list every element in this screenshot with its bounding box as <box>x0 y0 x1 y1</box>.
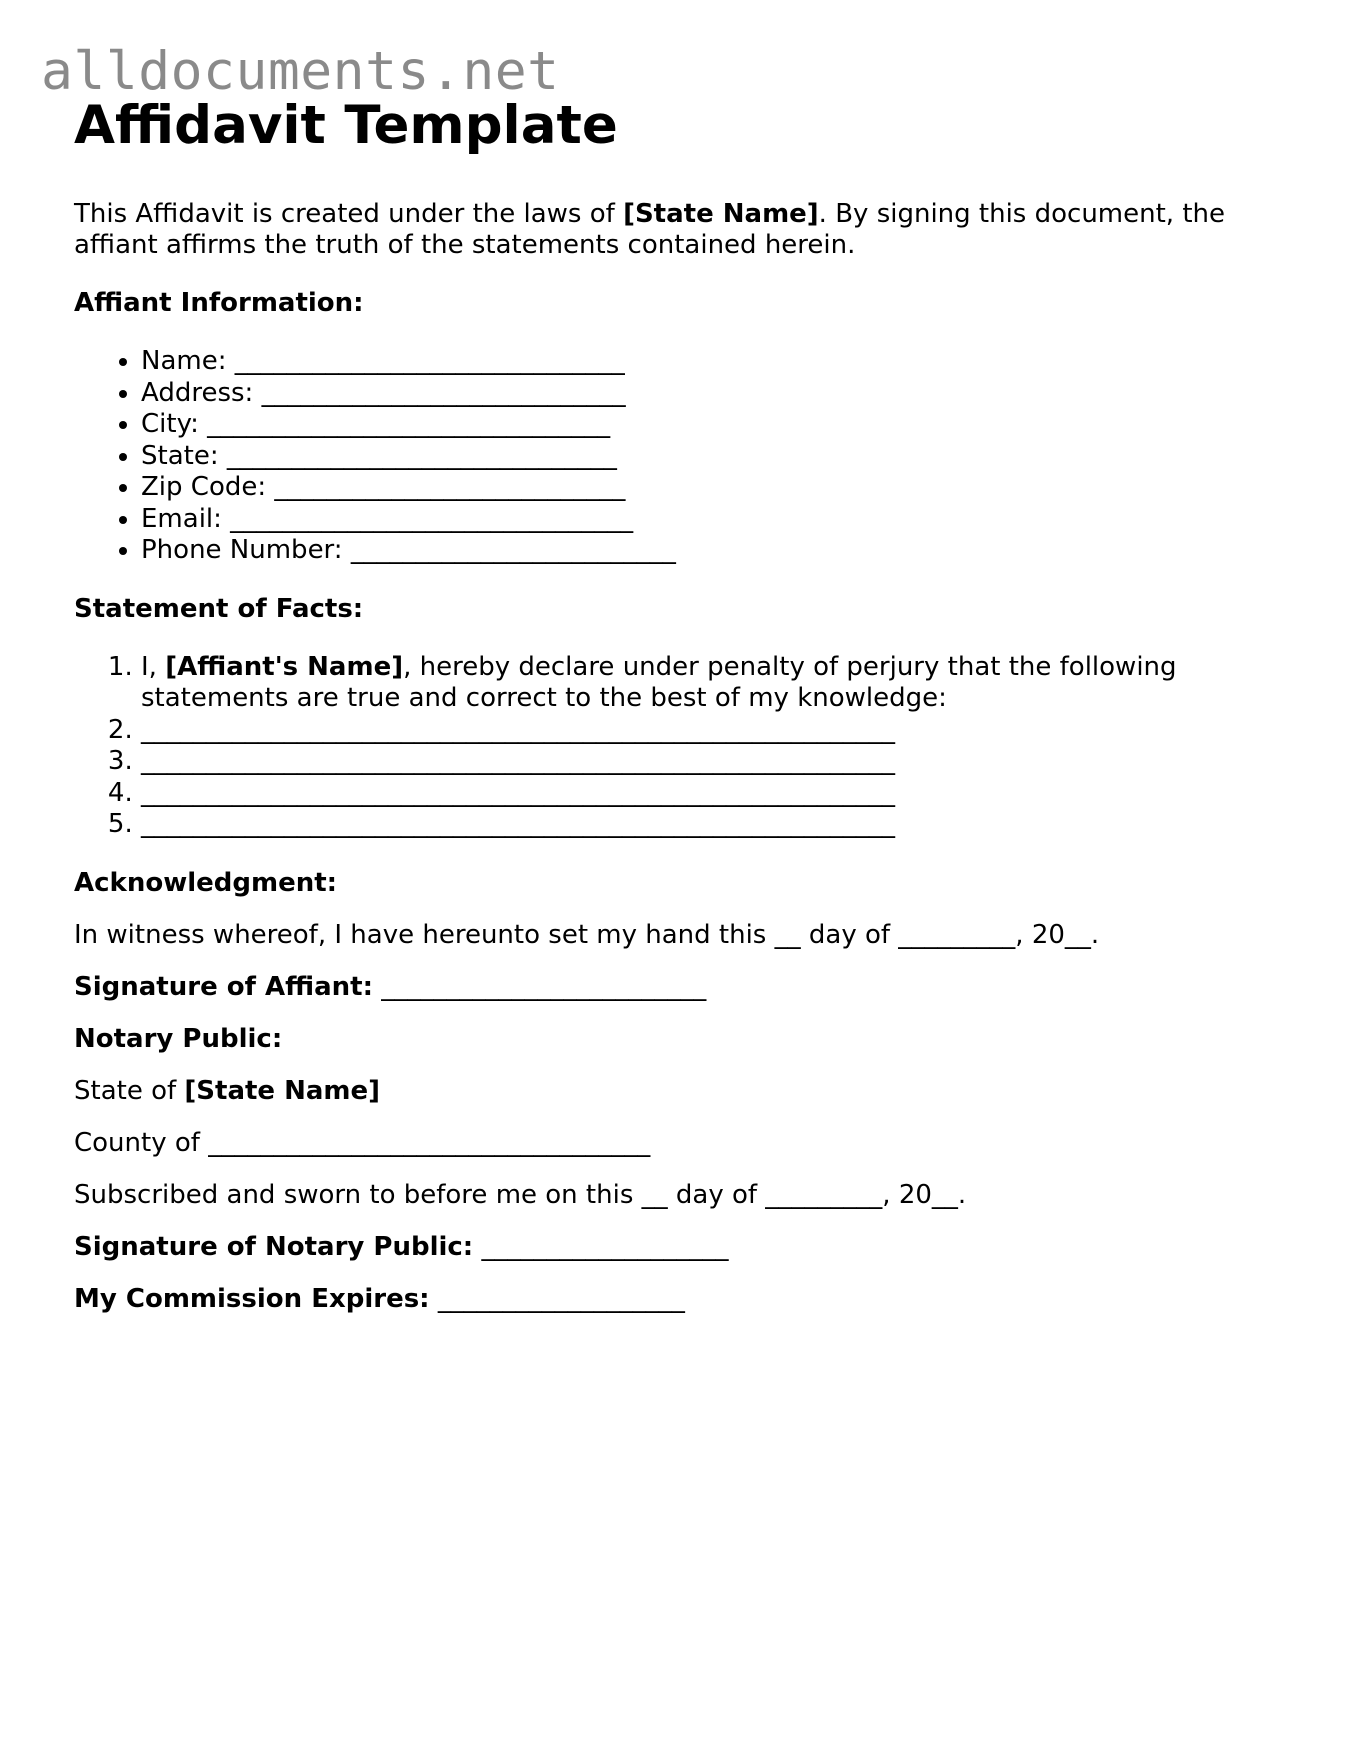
affiant-signature-blank: _________________________ <box>372 971 707 1002</box>
commission-expires-line <box>74 1284 1294 1315</box>
affiant-info-heading: Affiant Information: <box>74 288 364 318</box>
notary-signature-blank: ___________________ <box>473 1231 729 1262</box>
commission-expires-blank: ___________________ <box>429 1283 685 1314</box>
intro-paragraph <box>74 199 1294 261</box>
intro-text-before: This Affidavit is created under the laws of <box>74 199 624 229</box>
affiant-name-placeholder: [Affiant's Name] <box>165 651 404 682</box>
statement-item-5: 5. __________________________________________________________ <box>141 809 1294 841</box>
field-city: • City: _______________________________ <box>141 409 1294 441</box>
county-line: County of __________________________________ <box>74 1127 651 1158</box>
statement-item-1 <box>141 652 1294 715</box>
notary-signature-label: Signature of Notary Public: <box>74 1231 474 1262</box>
affiant-signature-label: Signature of Affiant: <box>74 971 373 1002</box>
notary-state-name: [State Name] <box>184 1075 381 1106</box>
statement-list <box>74 652 1294 841</box>
statement-item-3: 3. __________________________________________________________ <box>141 746 1294 778</box>
page-title: Affidavit Template <box>74 95 618 156</box>
field-address: • Address: ____________________________ <box>141 378 1294 410</box>
notary-signature-line <box>74 1232 1294 1263</box>
watermark: alldocuments.net <box>41 41 560 102</box>
notary-state-line <box>74 1076 1294 1107</box>
field-name: • Name: ______________________________ <box>141 346 1294 378</box>
field-state: • State: ______________________________ <box>141 441 1294 473</box>
witness-text: In witness whereof, I have hereunto set my hand this __ day of _________, 20__. <box>74 919 1100 950</box>
affiant-signature-line <box>74 972 1294 1003</box>
commission-expires-label: My Commission Expires: <box>74 1283 430 1314</box>
field-zip-code: • Zip Code: ___________________________ <box>141 472 1294 504</box>
statement-item-1-before: I, <box>141 651 166 682</box>
statement-heading: Statement of Facts: <box>74 593 364 624</box>
acknowledgment-heading: Acknowledgment: <box>74 867 338 898</box>
intro-state-name: [State Name] <box>623 199 819 229</box>
notary-state-prefix: State of <box>74 1075 185 1106</box>
document <box>74 93 1294 1315</box>
intro-text-after: . By signing this document, the affiant affirms the truth of the statements contained herein. <box>74 199 1225 260</box>
affiant-info-list <box>74 346 1294 567</box>
statement-item-2: 2. __________________________________________________________ <box>141 715 1294 747</box>
field-phone-number: • Phone Number: _________________________ <box>141 535 1294 567</box>
statement-item-4: 4. __________________________________________________________ <box>141 778 1294 810</box>
field-email: • Email: _______________________________ <box>141 504 1294 536</box>
statement-item-1-after: , hereby declare under penalty of perjury that the following statements are true and correct to the best of my knowledge: <box>141 651 1177 713</box>
sworn-text: Subscribed and sworn to before me on this __ day of _________, 20__. <box>74 1179 967 1210</box>
notary-heading: Notary Public: <box>74 1023 283 1054</box>
